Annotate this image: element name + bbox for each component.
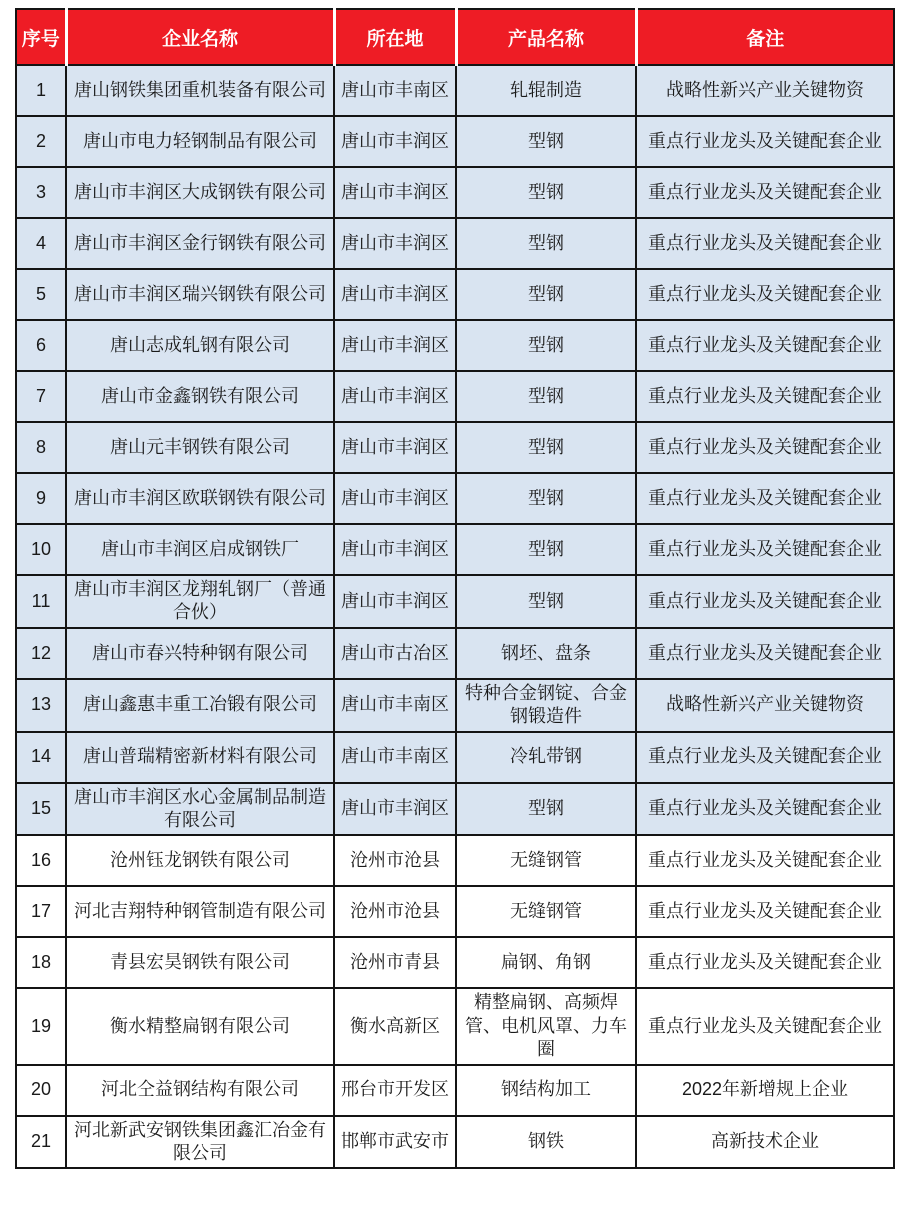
cell-remark: 重点行业龙头及关键配套企业 — [636, 320, 894, 371]
cell-location: 唐山市丰润区 — [334, 783, 456, 836]
header-row — [16, 9, 894, 65]
cell-company: 唐山市丰润区龙翔轧钢厂（普通合伙） — [66, 575, 334, 628]
cell-remark: 战略性新兴产业关键物资 — [636, 65, 894, 116]
cell-no: 7 — [16, 371, 66, 422]
cell-no: 18 — [16, 937, 66, 988]
cell-product: 型钢 — [456, 320, 636, 371]
table-row — [16, 320, 894, 371]
cell-location: 沧州市沧县 — [334, 886, 456, 937]
cell-no: 14 — [16, 732, 66, 783]
cell-company: 唐山市丰润区水心金属制品制造有限公司 — [66, 783, 334, 836]
cell-company: 唐山鑫惠丰重工冶锻有限公司 — [66, 679, 334, 732]
cell-no: 8 — [16, 422, 66, 473]
cell-remark: 重点行业龙头及关键配套企业 — [636, 937, 894, 988]
table-row — [16, 1065, 894, 1116]
table-row — [16, 988, 894, 1064]
cell-company: 唐山市春兴特种钢有限公司 — [66, 628, 334, 679]
table-row — [16, 732, 894, 783]
cell-no: 10 — [16, 524, 66, 575]
cell-no: 11 — [16, 575, 66, 628]
cell-location: 唐山市丰润区 — [334, 269, 456, 320]
cell-company: 唐山市电力轻钢制品有限公司 — [66, 116, 334, 167]
table-row — [16, 167, 894, 218]
cell-remark: 重点行业龙头及关键配套企业 — [636, 473, 894, 524]
enterprise-table — [15, 8, 895, 1169]
cell-company: 沧州钰龙钢铁有限公司 — [66, 835, 334, 886]
table-row — [16, 628, 894, 679]
cell-remark: 重点行业龙头及关键配套企业 — [636, 524, 894, 575]
cell-remark: 高新技术企业 — [636, 1116, 894, 1169]
cell-product: 精整扁钢、高频焊管、电机风罩、力车圈 — [456, 988, 636, 1064]
cell-no: 19 — [16, 988, 66, 1064]
cell-remark: 重点行业龙头及关键配套企业 — [636, 835, 894, 886]
cell-location: 沧州市沧县 — [334, 835, 456, 886]
table-row — [16, 679, 894, 732]
cell-remark: 重点行业龙头及关键配套企业 — [636, 886, 894, 937]
cell-no: 9 — [16, 473, 66, 524]
cell-location: 唐山市丰润区 — [334, 116, 456, 167]
cell-remark: 重点行业龙头及关键配套企业 — [636, 628, 894, 679]
cell-remark: 重点行业龙头及关键配套企业 — [636, 783, 894, 836]
cell-company: 唐山市丰润区大成钢铁有限公司 — [66, 167, 334, 218]
cell-remark: 重点行业龙头及关键配套企业 — [636, 167, 894, 218]
cell-product: 型钢 — [456, 218, 636, 269]
cell-remark: 重点行业龙头及关键配套企业 — [636, 371, 894, 422]
cell-no: 16 — [16, 835, 66, 886]
cell-company: 青县宏昊钢铁有限公司 — [66, 937, 334, 988]
cell-remark: 重点行业龙头及关键配套企业 — [636, 269, 894, 320]
cell-product: 型钢 — [456, 473, 636, 524]
cell-company: 唐山钢铁集团重机装备有限公司 — [66, 65, 334, 116]
table-row — [16, 116, 894, 167]
table-row — [16, 575, 894, 628]
cell-no: 6 — [16, 320, 66, 371]
cell-company: 衡水精整扁钢有限公司 — [66, 988, 334, 1064]
table-row — [16, 65, 894, 116]
cell-remark: 重点行业龙头及关键配套企业 — [636, 422, 894, 473]
cell-company: 河北新武安钢铁集团鑫汇冶金有限公司 — [66, 1116, 334, 1169]
cell-remark: 重点行业龙头及关键配套企业 — [636, 988, 894, 1064]
cell-location: 唐山市丰润区 — [334, 473, 456, 524]
cell-location: 邢台市开发区 — [334, 1065, 456, 1116]
cell-remark: 战略性新兴产业关键物资 — [636, 679, 894, 732]
cell-no: 17 — [16, 886, 66, 937]
table-row — [16, 835, 894, 886]
cell-no: 2 — [16, 116, 66, 167]
cell-location: 衡水高新区 — [334, 988, 456, 1064]
cell-company: 唐山市丰润区启成钢铁厂 — [66, 524, 334, 575]
cell-location: 唐山市丰润区 — [334, 167, 456, 218]
cell-remark: 重点行业龙头及关键配套企业 — [636, 575, 894, 628]
cell-company: 唐山市丰润区金行钢铁有限公司 — [66, 218, 334, 269]
cell-product: 型钢 — [456, 269, 636, 320]
column-header-serial: 序号 — [16, 9, 66, 65]
cell-product: 型钢 — [456, 167, 636, 218]
cell-remark: 重点行业龙头及关键配套企业 — [636, 218, 894, 269]
table-row — [16, 783, 894, 836]
cell-location: 唐山市古冶区 — [334, 628, 456, 679]
table-row — [16, 886, 894, 937]
table-row — [16, 218, 894, 269]
cell-location: 唐山市丰润区 — [334, 524, 456, 575]
table-row — [16, 937, 894, 988]
cell-product: 型钢 — [456, 575, 636, 628]
cell-company: 唐山志成轧钢有限公司 — [66, 320, 334, 371]
cell-location: 唐山市丰南区 — [334, 732, 456, 783]
cell-company: 唐山市金鑫钢铁有限公司 — [66, 371, 334, 422]
cell-product: 钢铁 — [456, 1116, 636, 1169]
cell-product: 型钢 — [456, 116, 636, 167]
cell-location: 唐山市丰润区 — [334, 422, 456, 473]
table-row — [16, 1116, 894, 1169]
cell-location: 唐山市丰润区 — [334, 575, 456, 628]
cell-product: 冷轧带钢 — [456, 732, 636, 783]
cell-product: 无缝钢管 — [456, 835, 636, 886]
cell-location: 唐山市丰润区 — [334, 218, 456, 269]
cell-product: 钢结构加工 — [456, 1065, 636, 1116]
cell-location: 邯郸市武安市 — [334, 1116, 456, 1169]
cell-no: 3 — [16, 167, 66, 218]
cell-location: 沧州市青县 — [334, 937, 456, 988]
table-body — [16, 65, 894, 1168]
cell-product: 无缝钢管 — [456, 886, 636, 937]
cell-no: 4 — [16, 218, 66, 269]
cell-company: 唐山市丰润区瑞兴钢铁有限公司 — [66, 269, 334, 320]
cell-location: 唐山市丰南区 — [334, 65, 456, 116]
cell-no: 15 — [16, 783, 66, 836]
table-row — [16, 422, 894, 473]
table-row — [16, 269, 894, 320]
cell-product: 型钢 — [456, 524, 636, 575]
column-header-location: 所在地 — [334, 9, 456, 65]
table-header — [16, 9, 894, 65]
table-row — [16, 371, 894, 422]
cell-company: 唐山普瑞精密新材料有限公司 — [66, 732, 334, 783]
table-row — [16, 524, 894, 575]
cell-product: 钢坯、盘条 — [456, 628, 636, 679]
cell-company: 河北吉翔特种钢管制造有限公司 — [66, 886, 334, 937]
cell-location: 唐山市丰南区 — [334, 679, 456, 732]
cell-no: 13 — [16, 679, 66, 732]
cell-remark: 重点行业龙头及关键配套企业 — [636, 732, 894, 783]
column-header-company: 企业名称 — [66, 9, 334, 65]
cell-location: 唐山市丰润区 — [334, 371, 456, 422]
cell-no: 1 — [16, 65, 66, 116]
cell-product: 型钢 — [456, 783, 636, 836]
cell-product: 扁钢、角钢 — [456, 937, 636, 988]
cell-product: 特种合金钢锭、合金钢锻造件 — [456, 679, 636, 732]
cell-no: 5 — [16, 269, 66, 320]
cell-no: 20 — [16, 1065, 66, 1116]
cell-remark: 2022年新增规上企业 — [636, 1065, 894, 1116]
cell-company: 唐山元丰钢铁有限公司 — [66, 422, 334, 473]
cell-location: 唐山市丰润区 — [334, 320, 456, 371]
table-row — [16, 473, 894, 524]
column-header-product: 产品名称 — [456, 9, 636, 65]
cell-company: 唐山市丰润区欧联钢铁有限公司 — [66, 473, 334, 524]
cell-company: 河北仝益钢结构有限公司 — [66, 1065, 334, 1116]
cell-no: 12 — [16, 628, 66, 679]
cell-no: 21 — [16, 1116, 66, 1169]
cell-product: 型钢 — [456, 422, 636, 473]
cell-product: 型钢 — [456, 371, 636, 422]
cell-remark: 重点行业龙头及关键配套企业 — [636, 116, 894, 167]
column-header-remark: 备注 — [636, 9, 894, 65]
cell-product: 轧辊制造 — [456, 65, 636, 116]
